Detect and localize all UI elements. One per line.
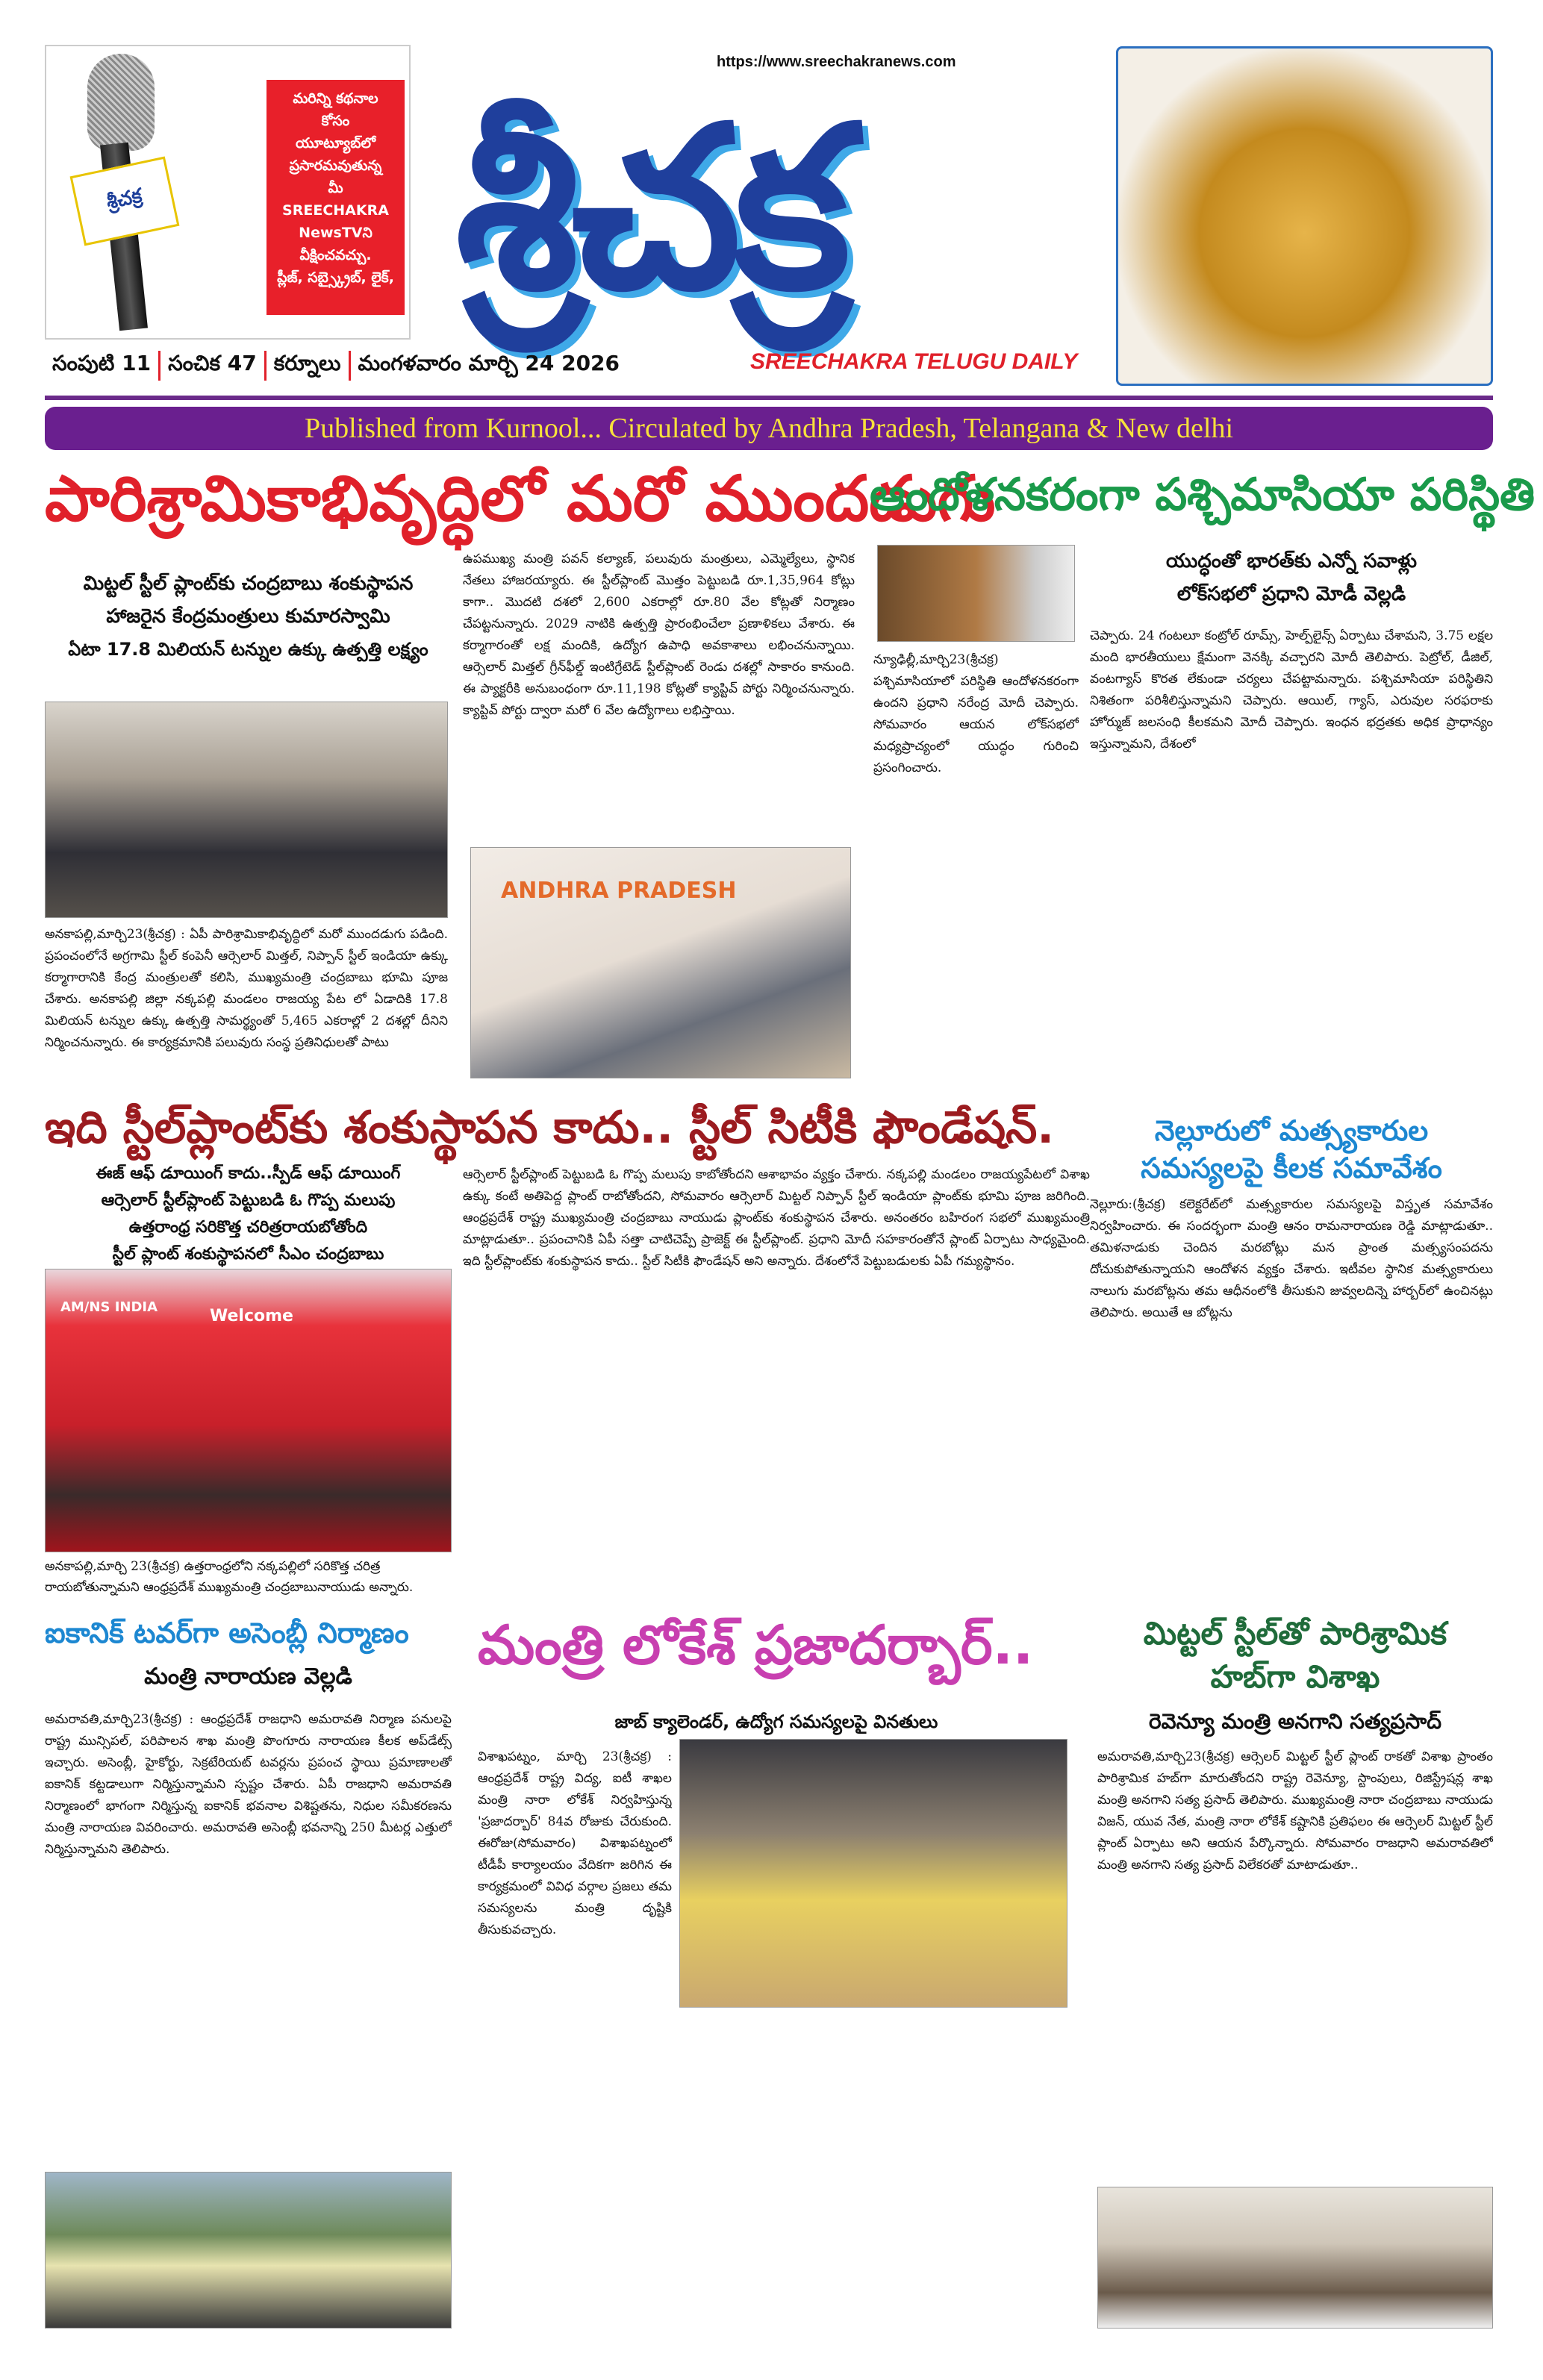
microphone-icon xyxy=(76,54,166,330)
article-body: చెప్పారు. 24 గంటలూ కంట్రోల్ రూమ్స్, హెల్ప్‌లైన్స్ ఏర్పాటు చేశామని, 3.75 లక్షల మంది భారతీయులు క్షేమంగా వెనక్కి వచ్చారని మోదీ తెలిపారు. పెట్రోల్, డీజిల్, వంటగ్యాస్ కొరత లేకుండా చర్యలు చేపట్టామన్నారు. పశ్చిమాసియా పరిస్థితిని నిశితంగా పరిశీలిస్తున్నామని చెప్పారు. ఆయిల్, గ్యాస్, ఎరువుల సరఫరాకు హోర్ముజ్ జలసంధి కీలకమని మోదీ చెప్పారు. ఇంధన భద్రతకు అధిక ప్రాధాన్యం ఇస్తున్నామని, దేశంలో xyxy=(1090,628,1493,752)
headline-line: నెల్లూరులో మత్స్యకారుల xyxy=(1154,1114,1429,1147)
issue-number: సంచిక 47 xyxy=(160,351,266,381)
photo-backdrop-text: ANDHRA PRADESH xyxy=(501,878,737,904)
subhead: హాజరైన కేంద్రమంత్రులు కుమారస్వామి xyxy=(106,605,390,628)
issue-dateline xyxy=(45,351,627,381)
headline-line: సమస్యలపై కీలక సమావేశం xyxy=(1141,1152,1442,1184)
assembly-headline: ఐకానిక్ టవర్‌గా అసెంబ్లీ నిర్మాణం xyxy=(45,1617,409,1649)
lokesh-subhead: జాబ్ క్యాలెండర్, ఉద్యోగ సమస్యలపై వినతులు xyxy=(614,1711,938,1732)
westasia-headline: ఆందోళనకరంగా పశ్చిమాసియా పరిస్థితి xyxy=(870,469,1536,521)
minister-photo xyxy=(1097,2187,1493,2329)
headline-line: మిట్టల్ స్టీల్‌తో పారిశ్రామిక xyxy=(1143,1615,1447,1652)
groundbreaking-photo xyxy=(45,702,448,918)
photo-caption: అనకాపల్లి,మార్చి 23(శ్రీచక్ర) ఉత్తరాంధ్రలోని నక్కపల్లిలో సరికొత్త చరిత్ర రాయబోతున్నామని ఆంధ్రప్రదేశ్ ముఖ్యమంత్రి చంద్రబాబునాయుడు అన్నారు. xyxy=(45,1559,414,1595)
subhead: మిట్టల్ స్టీల్ ప్లాంట్‌కు చంద్రబాబు శంకుస్థాపన xyxy=(83,572,414,595)
promo-line: మీ xyxy=(328,180,343,196)
steelcity-headline: ఇది స్టీల్‌ప్లాంట్‌కు శంకుస్థాపన కాదు.. స్టీల్ సిటీకి ఫౌండేషన్. xyxy=(45,1102,1055,1154)
promo-line: వీక్షించవచ్చు. xyxy=(299,247,372,263)
promo-line: ప్లీజ్, సబ్స్క్రైబ్, లైక్, xyxy=(277,269,394,286)
site-visit-photo xyxy=(45,2172,452,2329)
masthead-divider xyxy=(45,396,1493,400)
article-body: అమరావతి,మార్చి23(శ్రీచక్ర) ఆర్సెలర్ మిట్టల్ స్టీల్ ప్లాంట్ రాకతో విశాఖ ప్రాంతం పారిశ్రామిక హబ్‌గా మారుతోందని రాష్ట్ర రెవెన్యూ, స్టాంపులు, రిజిస్ట్రేషన్ల శాఖ మంత్రి అనగాని సత్య ప్రసాద్ తెలిపారు. ముఖ్యమంత్రి నారా చంద్రబాబు నాయుడు విజన్, యువ నేత, మంత్రి నారా లోకేశ్ కష్టానికి ప్రతిఫలం ఈ ఆర్సెలర్ మిట్టల్ స్టీల్ ప్లాంట్ ఏర్పాటు అని ఆయన పేర్కొన్నారు. సోమవారం రాజధాని అమరావతిలో మంత్రి అనగాని సత్య ప్రసాద్ విలేకరతో మాటాడుతూ.. xyxy=(1097,1749,1493,1873)
city: కర్నూలు xyxy=(266,351,351,381)
promo-line: కోసం xyxy=(321,113,350,129)
promo-text xyxy=(266,80,405,315)
promo-line: మరిన్ని కథనాల xyxy=(293,90,378,107)
hub-headline xyxy=(1097,1612,1493,1699)
tagline: SREECHAKRA TELUGU DAILY xyxy=(750,349,1078,374)
article-body: ఉపముఖ్య మంత్రి పవన్ కల్యాణ్, పలువురు మంత్రులు, ఎమ్మెల్యేలు, స్థానిక నేతలు హాజరయ్యారు. ఈ స్టీల్‌ప్లాంట్ మొత్తం పెట్టుబడి రూ.1,35,964 కోట్లు కాగా.. మొదటి దశలో 2,600 ఎకరాల్లో రూ.80 వేల కోట్లతో నిర్మాణం చేపట్టనున్నారు. 2029 నాటికి ఉత్పత్తి ప్రారంభించేలా ప్రణాళికలు వేశారు. ఈ కర్మాగారంతో లక్ష మందికి, ఉద్యోగ ఉపాధి అవకాశాలు లభించనున్నాయి. ఆర్సెలార్ మిత్తల్ గ్రీన్‌ఫీల్డ్ ఇంటిగ్రేటెడ్ స్టీల్‌ప్లాంట్ రెండు దశల్లో సాకారం కానుంది. ఈ ప్యాక్టరీకి అనుబంధంగా రూ.11,198 కోట్లతో క్యాప్టివ్ పోర్టు నిర్మించనున్నారు. క్యాప్టివ్ పోర్టు ద్వారా మరో 6 వేల ఉద్యోగాలు లభిస్తాయి. xyxy=(463,552,855,718)
photo-brand: AM/NS INDIA xyxy=(60,1299,158,1315)
assembly-subhead: మంత్రి నారాయణ వెల్లడి xyxy=(144,1664,352,1690)
westasia-subheads xyxy=(1090,545,1493,610)
cm-meeting-photo xyxy=(470,847,851,1078)
promo-line: NewsTVని xyxy=(299,225,372,241)
article-body: న్యూఢిల్లీ,మార్చి23(శ్రీచక్ర) పశ్చిమాసియాలో పరిస్థితి ఆందోళనకరంగా ఉందని ప్రధాని నరేంద్ర మోదీ చెప్పారు. సోమవారం ఆయన లోక్‌సభలో మధ్యప్రాచ్యంలో యుద్ధం గురించి ప్రసంగించారు. xyxy=(873,652,1079,775)
article-body: విశాఖపట్నం, మార్చి 23(శ్రీచక్ర) : ఆంధ్రప్రదేశ్ రాష్ట్ర విద్య, ఐటీ శాఖల మంత్రి నారా లోకేశ్ నిర్వహిస్తున్న 'ప్రజాదర్బార్' 84వ రోజుకు చేరుకుంది. ఈరోజు(సోమవారం) విశాఖపట్నంలో టీడీపీ కార్యాలయం వేదికగా జరిగిన ఈ కార్యక్రమంలో వివిధ వర్గాల ప్రజలు తమ సమస్యలను మంత్రి దృష్టికి తీసుకువచ్చారు. xyxy=(478,1749,672,1937)
article-body: అమరావతి,మార్చి23(శ్రీచక్ర) : ఆంధ్రప్రదేశ్ రాజధాని అమరావతి నిర్మాణ పనులపై రాష్ట్ర మున్సిపల్, పరిపాలన శాఖ మంత్రి పొంగూరు నారాయణ కీలక అప్‌డేట్స్ ఇచ్చారు. అసెంబ్లీ, హైకోర్టు, సెక్రటేరియట్ టవర్లను ప్రపంచ స్థాయి ప్రమాణాలతో ఐకానిక్ కట్టడాలుగా నిర్మిస్తున్నామని స్పష్టం చేశారు. ఏపీ రాజధాని అమరావతి నిర్మాణంలో భాగంగా నిర్మిస్తున్న ఐకానిక్ భవనాల విశిష్టతను, నిధుల సమీకరణను మంత్రి నారాయణ వివరించారు. అమరావతి అసెంబ్లీ భవనాన్ని 250 మీటర్ల ఎత్తులో నిర్మిస్తున్నామని తెలిపారు. xyxy=(45,1712,452,1857)
article-body: అనకాపల్లి,మార్చి23(శ్రీచక్ర) : ఏపీ పారిశ్రామికాభివృద్ధిలో మరో ముందడుగు పడింది. ప్రపంచంలోనే అగ్రగామి స్టీల్ కంపెనీ ఆర్సెలార్ మిత్తల్, నిప్పాన్ స్టీల్ ఇండియా ఉక్కు కర్మాగారానికి కేంద్ర మంత్రులతో కలిసి, ముఖ్యమంత్రి చంద్రబాబు భూమి పూజ చేశారు. అనకాపల్లి జిల్లా నక్కపల్లి మండలం రాజయ్య పేట లో ఏడాదికి 17.8 మిలియన్ టన్నుల ఉక్కు ఉత్పత్తి సామర్థ్యంతో 5,465 ఎకరాల్లో 2 దశల్లో దీనిని నిర్మించనున్నారు. ఈ కార్యక్రమానికి పలువురు సంస్థ ప్రతినిధులతో పాటు xyxy=(45,927,448,1050)
lead-subheads xyxy=(45,567,452,666)
praja-darbar-photo xyxy=(679,1739,1067,2008)
circulation-banner: Published from Kurnool... Circulated by Andhra Pradesh, Telangana & New delhi xyxy=(45,407,1493,450)
lokesh-headline: మంత్రి లోకేశ్ ప్రజాదర్బార్.. xyxy=(478,1614,1034,1676)
nellore-headline xyxy=(1090,1112,1493,1187)
modi-photo xyxy=(877,545,1075,642)
article-body: ఆర్సెలార్ స్టీల్‌ప్లాంట్ పెట్టుబడి ఓ గొప్ప మలుపు కాబోతోందని ఆశాభావం వ్యక్తం చేశారు. నక్కపల్లి మండలం రాజయ్యపేటలో విశాఖ ఉక్కు కంటే అతిపెద్ద ప్లాంట్ రాబోతోందని, సోమవారం ఆర్సెలార్ మిట్టల్ నిప్పాన్ స్టీల్ ఇండియా ప్లాంట్‌కు భూమి పూజ జరిగింది. ఆంధ్రప్రదేశ్ రాష్ట్ర ముఖ్యమంత్రి చంద్రబాబు నాయుడు ప్లాంట్‌కు శంకుస్థాపన చేశారు. అనంతరం బహిరంగ సభలో ముఖ్యమంత్రి మాట్లాడుతూ.. ప్రపంచానికి ఏపీ సత్తా చాటిచెప్పే ప్రాజెక్ట్ ఈ స్టీల్‌ప్లాంట్. ప్రధాని మోదీ సహకారంతోనే ప్లాంట్ ఏర్పాటు సాధ్యమైంది. ఇది స్టీల్‌ప్లాంట్‌కు శంకుస్థాపన కాదు.. స్టీల్ సిటీకి ఫౌండేషన్ అని అన్నారు. దేశంలోనే పెట్టుబడులకు ఏపీ గమ్యస్థానం. xyxy=(463,1167,1090,1269)
deity-statue-image xyxy=(1116,46,1493,386)
mic-flag-logo: శ్రీచక్ర xyxy=(70,157,180,246)
youtube-promo-box xyxy=(45,45,411,340)
subhead: ఆర్సెలార్ స్టీల్‌ప్లాంట్ పెట్టుబడి ఓ గొప్ప మలుపు xyxy=(101,1191,396,1210)
subhead: యుద్ధంతో భారత్‌కు ఎన్నో సవాళ్లు xyxy=(1166,550,1417,572)
steelcity-subheads xyxy=(45,1161,452,1268)
promo-line: ప్రసారమవుతున్న xyxy=(289,157,382,174)
promo-line: SREECHAKRA xyxy=(282,202,389,219)
newspaper-logo: శ్రీచక్ర xyxy=(455,78,844,339)
photo-welcome-sign: Welcome xyxy=(210,1307,293,1325)
promo-line: యూట్యూబ్‌లో xyxy=(296,135,375,152)
subhead: ఏటా 17.8 మిలియన్ టన్నుల ఉక్కు ఉత్పత్తి లక్ష్యం xyxy=(68,639,428,660)
subhead: లోక్‌సభలో ప్రధాని మోడీ వెల్లడి xyxy=(1176,583,1406,605)
hub-subhead: రెవెన్యూ మంత్రి అనగాని సత్యప్రసాద్ xyxy=(1149,1709,1441,1734)
lead-headline: పారిశ్రామికాభివృద్ధిలో మరో ముందడుగు xyxy=(45,462,996,535)
website-link[interactable]: https://www.sreechakranews.com xyxy=(717,54,956,70)
subhead: ఉత్తరాంధ్ర సరికొత్త చరిత్రరాయబోతోంది xyxy=(128,1218,368,1237)
subhead: ఈజ్ ఆఫ్ డూయింగ్ కాదు..స్పీడ్ ఆఫ్ డూయింగ్ xyxy=(96,1164,401,1183)
welcome-stage-photo xyxy=(45,1269,452,1552)
issue-date: మంగళవారం మార్చి 24 2026 xyxy=(358,351,620,375)
subhead: స్టీల్ ప్లాంట్ శంకుస్థాపనలో సీఎం చంద్రబాబు xyxy=(112,1245,384,1264)
headline-line: హబ్‌గా విశాఖ xyxy=(1210,1658,1380,1695)
volume-number: సంపుటి 11 xyxy=(45,351,160,381)
article-body: నెల్లూరు:(శ్రీచక్ర) కలెక్టరేట్‌లో మత్స్యకారుల సమస్యలపై విస్తృత సమావేశం నిర్వహించారు. ఈ సందర్భంగా మంత్రి ఆనం రామనారాయణ రెడ్డి మాట్లాడుతూ.. తమిళనాడుకు చెందిన మరబోట్లు మన ప్రాంత మత్స్యసంపదను దోచుకుపోతున్నాయని ఆందోళన వ్యక్తం చేశారు. ఇటీవల స్థానిక మత్స్యకారులు నాలుగు మరబోట్లను తమ ఆధీనంలోకి తీసుకుని జువ్వలదిన్నె హార్బర్‌లో ఉంచినట్లు తెలిపారు. అయితే ఆ బోట్లను xyxy=(1090,1197,1493,1320)
